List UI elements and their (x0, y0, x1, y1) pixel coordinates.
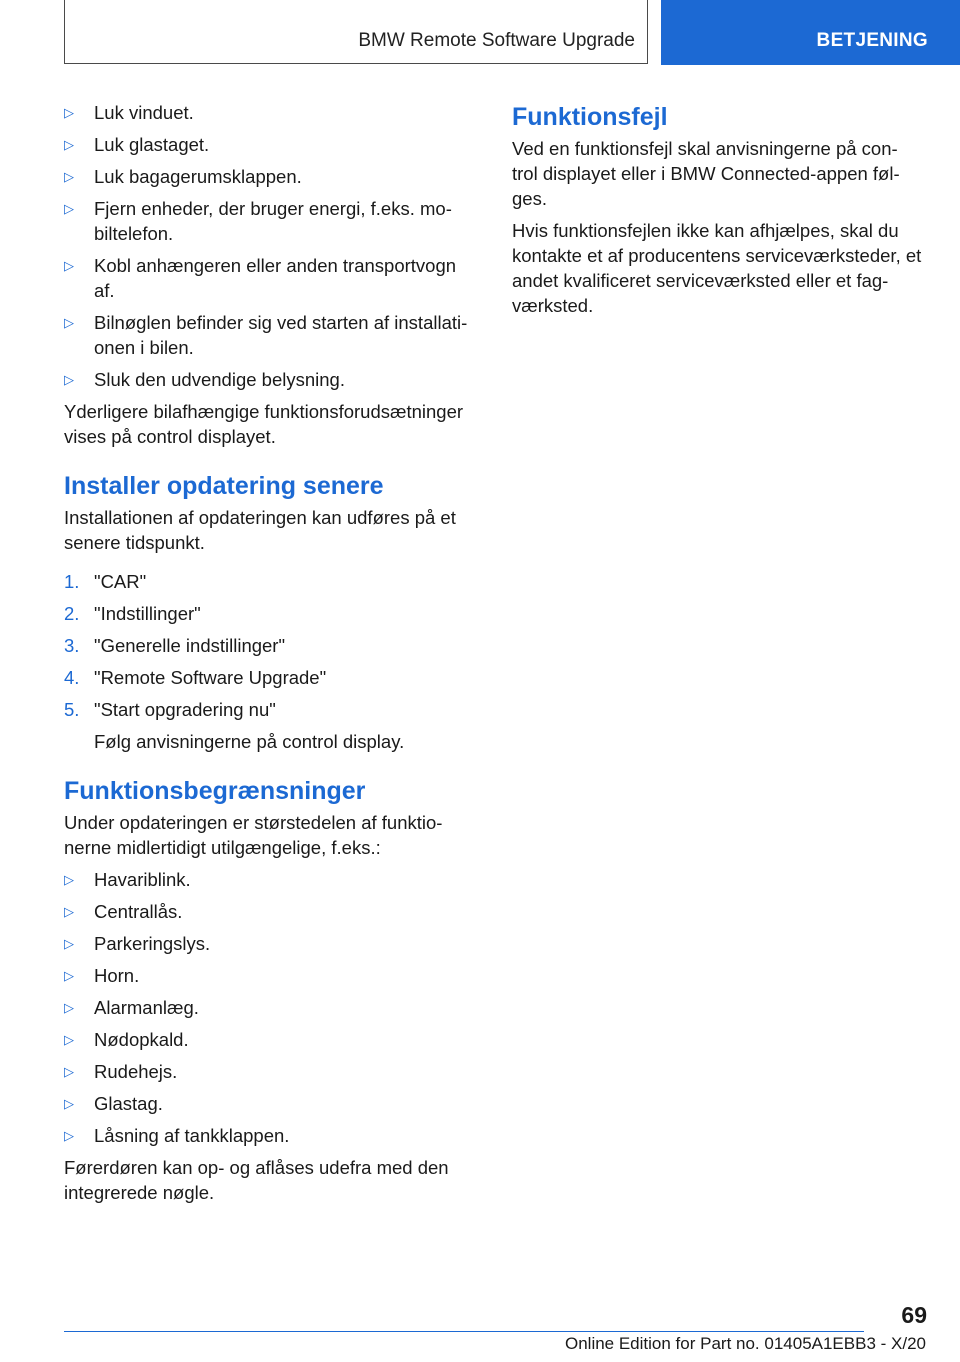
bullet-triangle-icon: ▷ (64, 1096, 74, 1111)
step-text: "Remote Software Upgrade" (94, 667, 327, 688)
bullet-triangle-icon: ▷ (64, 1000, 74, 1015)
step-text: "CAR" (94, 571, 147, 592)
malfunction-text-1: Ved en funktionsfejl skal anvisningerne på con- trol displayet eller i BMW Connected-appen føl- ges. (512, 138, 900, 209)
function-limits-text: Under opdateringen er størstedelen af funktio- nerne midlertidigt utilgængelige, f.eks.: (64, 812, 443, 858)
requirement-item (64, 132, 480, 157)
bullet-triangle-icon: ▷ (64, 1064, 74, 1079)
header-title-box (64, 0, 648, 64)
step-number: 5. (64, 699, 80, 720)
requirement-text: Bilnøglen befinder sig ved starten af installati- onen i bilen. (94, 312, 468, 358)
step-number: 1. (64, 571, 80, 592)
limited-function-item (64, 1027, 480, 1052)
step-number: 4. (64, 667, 80, 688)
section-tab[interactable] (661, 0, 960, 65)
footer-divider (64, 1331, 864, 1332)
bullet-triangle-icon: ▷ (64, 137, 74, 152)
bullet-triangle-icon: ▷ (64, 936, 74, 951)
footer-edition: Online Edition for Part no. 01405A1EBB3 - X/20 (564, 1334, 926, 1353)
install-step (64, 633, 480, 658)
limited-function-text: Nødopkald. (94, 1029, 189, 1050)
requirement-item (64, 196, 480, 246)
install-step (64, 601, 480, 626)
limited-function-item (64, 963, 480, 988)
step-number: 2. (64, 603, 80, 624)
requirement-item (64, 310, 480, 360)
bullet-triangle-icon: ▷ (64, 1032, 74, 1047)
limited-function-text: Rudehejs. (94, 1061, 178, 1082)
limited-function-text: Glastag. (94, 1093, 163, 1114)
requirement-text: Kobl anhængeren eller anden transportvogn af. (94, 255, 457, 301)
limited-function-item (64, 1091, 480, 1116)
install-steps-note: Følg anvisningerne på control display. (94, 731, 405, 752)
step-text: "Start opgradering nu" (94, 699, 276, 720)
limited-function-text: Alarmanlæg. (94, 997, 199, 1018)
requirements-note: Yderligere bilafhængige funktionsforudsætninger vises på control displayet. (64, 401, 464, 447)
install-steps-list (64, 569, 480, 722)
bullet-triangle-icon: ▷ (64, 1128, 74, 1143)
limited-function-text: Centrallås. (94, 901, 183, 922)
heading-install-later: Installer opdatering senere (64, 472, 384, 500)
step-number: 3. (64, 635, 80, 656)
step-text: "Indstillinger" (94, 603, 201, 624)
install-step (64, 665, 480, 690)
bullet-triangle-icon: ▷ (64, 372, 74, 387)
requirement-item (64, 367, 480, 392)
requirement-text: Luk bagagerumsklappen. (94, 166, 302, 187)
limited-functions-list (64, 867, 480, 1148)
install-later-text: Installationen af opdateringen kan udføres på et senere tidspunkt. (64, 507, 456, 553)
install-step (64, 697, 480, 722)
bullet-triangle-icon: ▷ (64, 872, 74, 887)
limited-function-text: Havariblink. (94, 869, 191, 890)
limited-function-item (64, 867, 480, 892)
limited-function-item (64, 1123, 480, 1148)
requirement-text: Fjern enheder, der bruger energi, f.eks. mo- biltelefon. (94, 198, 452, 244)
step-text: "Generelle indstillinger" (94, 635, 286, 656)
requirement-text: Luk glastaget. (94, 134, 210, 155)
limited-function-item (64, 899, 480, 924)
limited-function-text: Horn. (94, 965, 140, 986)
requirement-item (64, 253, 480, 303)
left-column (64, 100, 480, 1212)
bullet-triangle-icon: ▷ (64, 201, 74, 216)
requirement-text: Sluk den udvendige belysning. (94, 369, 345, 390)
bullet-triangle-icon: ▷ (64, 968, 74, 983)
limited-function-item (64, 931, 480, 956)
page-number: 69 (901, 1302, 927, 1328)
driver-door-note: Førerdøren kan op- og aflåses udefra med den integrerede nøgle. (64, 1157, 449, 1203)
requirements-list (64, 100, 480, 392)
limited-function-item (64, 1059, 480, 1084)
bullet-triangle-icon: ▷ (64, 105, 74, 120)
limited-function-item (64, 995, 480, 1020)
bullet-triangle-icon: ▷ (64, 258, 74, 273)
bullet-triangle-icon: ▷ (64, 315, 74, 330)
requirement-item (64, 100, 480, 125)
requirement-text: Luk vinduet. (94, 102, 194, 123)
malfunction-text-2: Hvis funktionsfejlen ikke kan afhjælpes, skal du kontakte et af producentens serviceværksteder, et andet kvalificeret serviceværksted eller et fag- værksted. (512, 220, 922, 316)
requirement-item (64, 164, 480, 189)
limited-function-text: Låsning af tankklappen. (94, 1125, 290, 1146)
bullet-triangle-icon: ▷ (64, 904, 74, 919)
heading-malfunction: Funktionsfejl (512, 103, 668, 131)
limited-function-text: Parkeringslys. (94, 933, 211, 954)
header-title: BMW Remote Software Upgrade (358, 30, 635, 51)
heading-function-limits: Funktionsbegrænsninger (64, 777, 366, 805)
install-step (64, 569, 480, 594)
bullet-triangle-icon: ▷ (64, 169, 74, 184)
section-tab-label: BETJENING (816, 30, 928, 51)
right-column (512, 102, 924, 325)
